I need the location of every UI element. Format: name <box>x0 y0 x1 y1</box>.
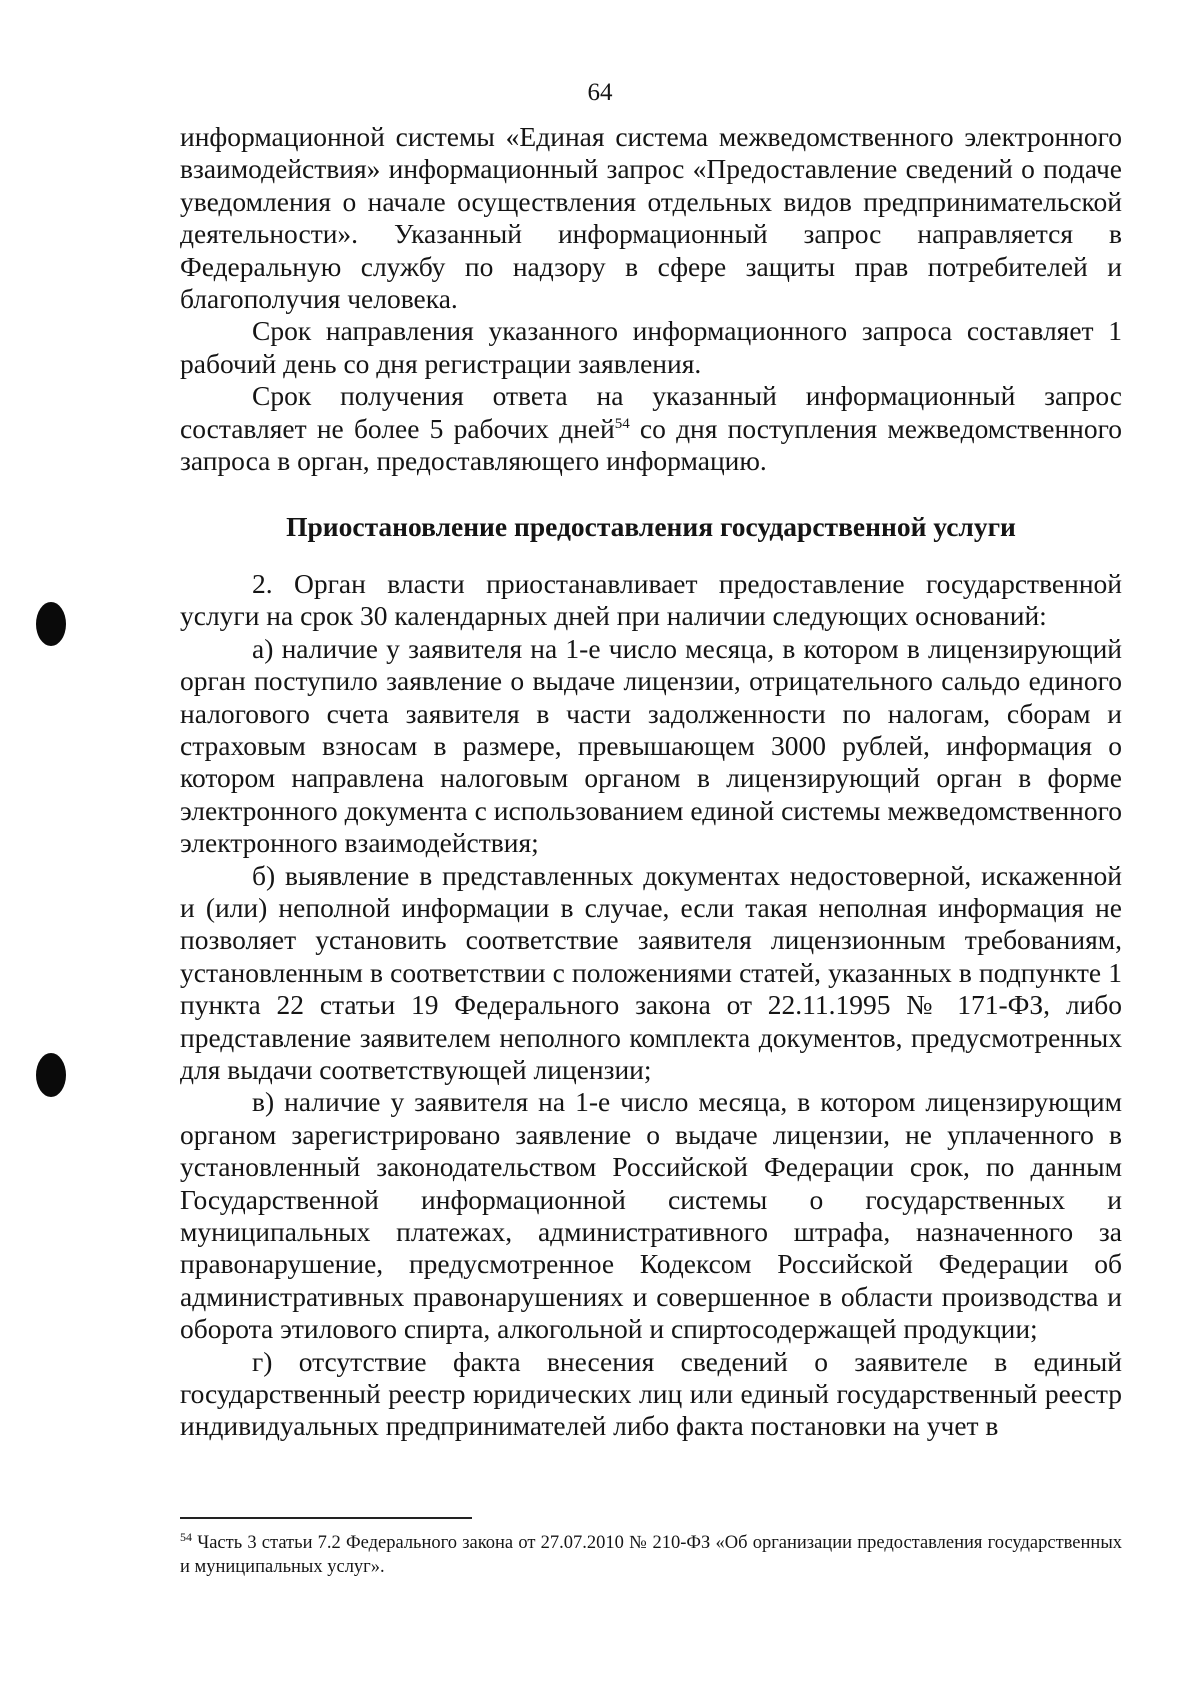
paragraph-item-2: 2. Орган власти приостанавливает предоставление государственной услуги на срок 30 календарных дней при наличии следующих оснований: <box>180 567 1122 632</box>
paragraph-subitem-a: а) наличие у заявителя на 1-е число месяца, в котором в лицензирующий орган поступило заявление о выдаче лицензии, отрицательного сальдо единого налогового счета заявителя в части задолженности по налогам, сборам и страховым взносам в размере, превышающем 3000 рублей, информация о котором направлена налоговым органом в лицензирующий орган в форме электронного документа с использованием единой системы межведомственного электронного взаимодействия; <box>180 632 1122 859</box>
footnote <box>180 1531 1122 1579</box>
punch-hole-mark <box>36 602 66 646</box>
paragraph-response-deadline <box>180 380 1122 477</box>
page-number: 64 <box>587 79 613 106</box>
footnote-reference: 54 <box>614 415 630 432</box>
document-body <box>180 121 1122 1443</box>
paragraph-subitem-g: г) отсутствие факта внесения сведений о заявителе в единый государственный реестр юридических лиц или единый государственный реестр индивидуальных предпринимателей либо факта постановки на учет в <box>180 1345 1122 1442</box>
paragraph-text: Срок получения ответа на указанный информационный запрос составляет не более 5 рабочих дней <box>180 380 1122 444</box>
section-title: Приостановление предоставления государственной услуги <box>286 511 1016 543</box>
paragraph-continuation: информационной системы «Единая система межведомственного электронного взаимодействия» информационный запрос «Предоставление сведений о подаче уведомления о начале осуществления отдельных видов предпринимательской деятельности». Указанный информационный запрос направляется в Федеральную службу по надзору в сфере защиты прав потребителей и благополучия человека. <box>180 121 1122 315</box>
punch-hole-mark <box>36 1053 66 1097</box>
paragraph-request-deadline: Срок направления указанного информационного запроса составляет 1 рабочий день со дня регистрации заявления. <box>180 315 1122 379</box>
footnote-separator <box>180 1517 472 1519</box>
footnote-mark: 54 <box>180 1530 192 1544</box>
paragraph-subitem-v: в) наличие у заявителя на 1-е число месяца, в котором лицензирующим органом зарегистрировано заявление о выдаче лицензии, не уплаченного в установленный законодательством Российской Федерации срок, по данным Государственной информационной системы о государственных и муниципальных платежах, административного штрафа, назначенного за правонарушение, предусмотренное Кодексом Российской Федерации об административных правонарушениях и совершенное в области производства и оборота этилового спирта, алкогольной и спиртосодержащей продукции; <box>180 1086 1122 1345</box>
footnote-text: Часть 3 статьи 7.2 Федерального закона от 27.07.2010 № 210-ФЗ «Об организации предоставления государственных и муниципальных услуг». <box>180 1533 1122 1577</box>
paragraph-subitem-b: б) выявление в представленных документах недостоверной, искаженной и (или) неполной информации в случае, если такая неполная информация не позволяет установить соответствие заявителя лицензионным требованиям, установленным в соответствии с положениями статей, указанных в подпункте 1 пункта 22 статьи 19 Федерального закона от 22.11.1995 № 171-ФЗ, либо представление заявителем неполного комплекта документов, предусмотренных для выдачи соответствующей лицензии; <box>180 859 1122 1085</box>
paragraph-text: со дня поступления межведомственного запроса в орган, предоставляющего информацию. <box>180 412 1122 477</box>
